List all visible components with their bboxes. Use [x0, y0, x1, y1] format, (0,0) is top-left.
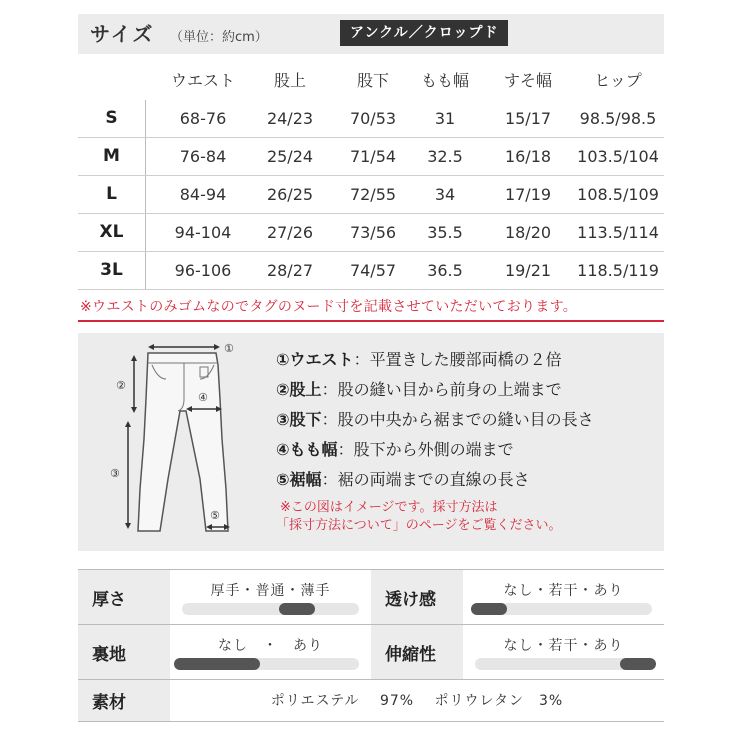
- attribute-row: [78, 680, 664, 722]
- cell-waist: 76-84: [179, 147, 227, 166]
- material-value: ポリエステル 97% ポリウレタン 3%: [270, 693, 564, 709]
- cell-hip: 113.5/114: [577, 223, 659, 242]
- thickness-label: 厚さ: [78, 570, 170, 624]
- transparency-track: [475, 603, 652, 615]
- header-hip: ヒップ: [594, 71, 642, 90]
- note-line-2: 「採寸方法について」のページをご覧ください。: [276, 518, 562, 533]
- legend-desc: ：股の縫い目から前身の上端まで: [321, 380, 562, 399]
- lining-track: [182, 658, 359, 670]
- legend-name: ウエスト: [289, 350, 354, 369]
- header-rise: 股上: [273, 71, 307, 90]
- table-row: [78, 214, 664, 252]
- legend-num: ②: [276, 380, 290, 399]
- cell-thigh: 35.5: [427, 223, 463, 242]
- pants-diagram: [108, 339, 258, 539]
- marker-3: ③: [110, 467, 120, 480]
- legend-item-hem: [276, 465, 594, 495]
- header-waist: ウエスト: [170, 71, 236, 90]
- cell-hip: 98.5/98.5: [579, 109, 657, 128]
- table-row: [78, 138, 664, 176]
- cell-hip: 103.5/104: [577, 147, 659, 166]
- legend-item-thigh: [276, 435, 594, 465]
- cell-hip: 118.5/119: [577, 261, 659, 280]
- cell-waist: 96-106: [174, 261, 232, 280]
- cell-waist: 94-104: [174, 223, 232, 242]
- size-label: XL: [78, 214, 146, 251]
- legend-name: 裾幅: [289, 470, 322, 489]
- thickness-indicator: [279, 603, 315, 615]
- legend-item-rise: [276, 375, 594, 405]
- cell-waist: 68-76: [179, 109, 227, 128]
- marker-2: ②: [116, 379, 126, 392]
- cell-rise: 27/26: [266, 223, 314, 242]
- size-label: M: [78, 138, 146, 175]
- cell-thigh: 32.5: [427, 147, 463, 166]
- header-inseam: 股下: [356, 71, 390, 90]
- cell-hem: 18/20: [504, 223, 552, 242]
- size-table: [78, 62, 664, 290]
- cell-waist: 84-94: [179, 185, 227, 204]
- legend-item-inseam: [276, 405, 594, 435]
- legend-desc: ：平置きした腰部両橋の２倍: [353, 350, 562, 369]
- cell-inseam: 74/57: [349, 261, 397, 280]
- thickness-options: 厚手・普通・薄手: [210, 583, 331, 599]
- header-hem: すそ幅: [503, 71, 553, 90]
- transparency-options: なし・若干・あり: [503, 583, 624, 599]
- cell-thigh: 36.5: [427, 261, 463, 280]
- legend-item-waist: [276, 345, 594, 375]
- legend-num: ①: [276, 350, 290, 369]
- cell-hem: 19/21: [504, 261, 552, 280]
- legend-name: もも幅: [289, 440, 338, 459]
- cut-badge: アンクル／クロップド: [340, 20, 508, 46]
- note-line-1: ※この図はイメージです。採寸方法は: [280, 500, 498, 515]
- stretch-options: なし・若干・あり: [503, 638, 624, 654]
- measurement-note: [276, 499, 594, 535]
- cell-thigh: 31: [434, 109, 456, 128]
- material-label: 素材: [78, 680, 170, 721]
- cell-inseam: 72/55: [349, 185, 397, 204]
- transparency-scale: [463, 570, 664, 624]
- marker-5: ⑤: [210, 509, 220, 522]
- legend-desc: ：裾の両端までの直線の長さ: [321, 470, 530, 489]
- stretch-indicator: [620, 658, 656, 670]
- legend-name: 股下: [289, 410, 322, 429]
- divider: [78, 320, 664, 322]
- thickness-track: [182, 603, 359, 615]
- legend-num: ③: [276, 410, 290, 429]
- size-label: 3L: [78, 252, 146, 289]
- legend-num: ⑤: [276, 470, 290, 489]
- transparency-indicator: [471, 603, 507, 615]
- cell-hem: 16/18: [504, 147, 552, 166]
- legend-num: ④: [276, 440, 290, 459]
- measurement-guide: [78, 333, 664, 551]
- transparency-label: 透け感: [371, 570, 463, 624]
- size-unit: （単位：約cm）: [170, 30, 268, 45]
- table-row: [78, 100, 664, 138]
- header-thigh: もも幅: [420, 71, 470, 90]
- waist-note: ※ウエストのみゴムなのでタグのヌード寸を記載させていただいております。: [80, 299, 578, 315]
- cell-inseam: 73/56: [349, 223, 397, 242]
- cell-rise: 25/24: [266, 147, 314, 166]
- cell-rise: 28/27: [266, 261, 314, 280]
- cell-rise: 26/25: [266, 185, 314, 204]
- lining-label: 裏地: [78, 625, 170, 679]
- cell-rise: 24/23: [266, 109, 314, 128]
- legend-desc: ：股の中央から裾までの縫い目の長さ: [321, 410, 594, 429]
- stretch-scale: [463, 625, 664, 679]
- lining-options: なし ・ あり: [218, 638, 323, 654]
- attribute-table: [78, 569, 664, 722]
- thickness-scale: [170, 570, 371, 624]
- measurement-legend: [276, 345, 594, 535]
- table-row: [78, 176, 664, 214]
- size-label: L: [78, 176, 146, 213]
- lining-scale: [170, 625, 371, 679]
- cell-thigh: 34: [434, 185, 456, 204]
- cell-inseam: 70/53: [349, 109, 397, 128]
- attribute-row: [78, 570, 664, 625]
- table-row: [78, 252, 664, 290]
- cell-hem: 17/19: [504, 185, 552, 204]
- marker-4: ④: [198, 391, 208, 404]
- size-label: S: [78, 100, 146, 137]
- size-table-header: [78, 62, 664, 100]
- attribute-row: [78, 625, 664, 680]
- legend-name: 股上: [289, 380, 322, 399]
- cell-hip: 108.5/109: [577, 185, 659, 204]
- size-header: [78, 14, 664, 54]
- marker-1: ①: [224, 342, 234, 355]
- cell-inseam: 71/54: [349, 147, 397, 166]
- stretch-track: [475, 658, 652, 670]
- stretch-label: 伸縮性: [371, 625, 463, 679]
- lining-indicator: [174, 658, 260, 670]
- cell-hem: 15/17: [504, 109, 552, 128]
- legend-desc: ：股下から外側の端まで: [337, 440, 514, 459]
- size-title: サイズ: [90, 22, 155, 46]
